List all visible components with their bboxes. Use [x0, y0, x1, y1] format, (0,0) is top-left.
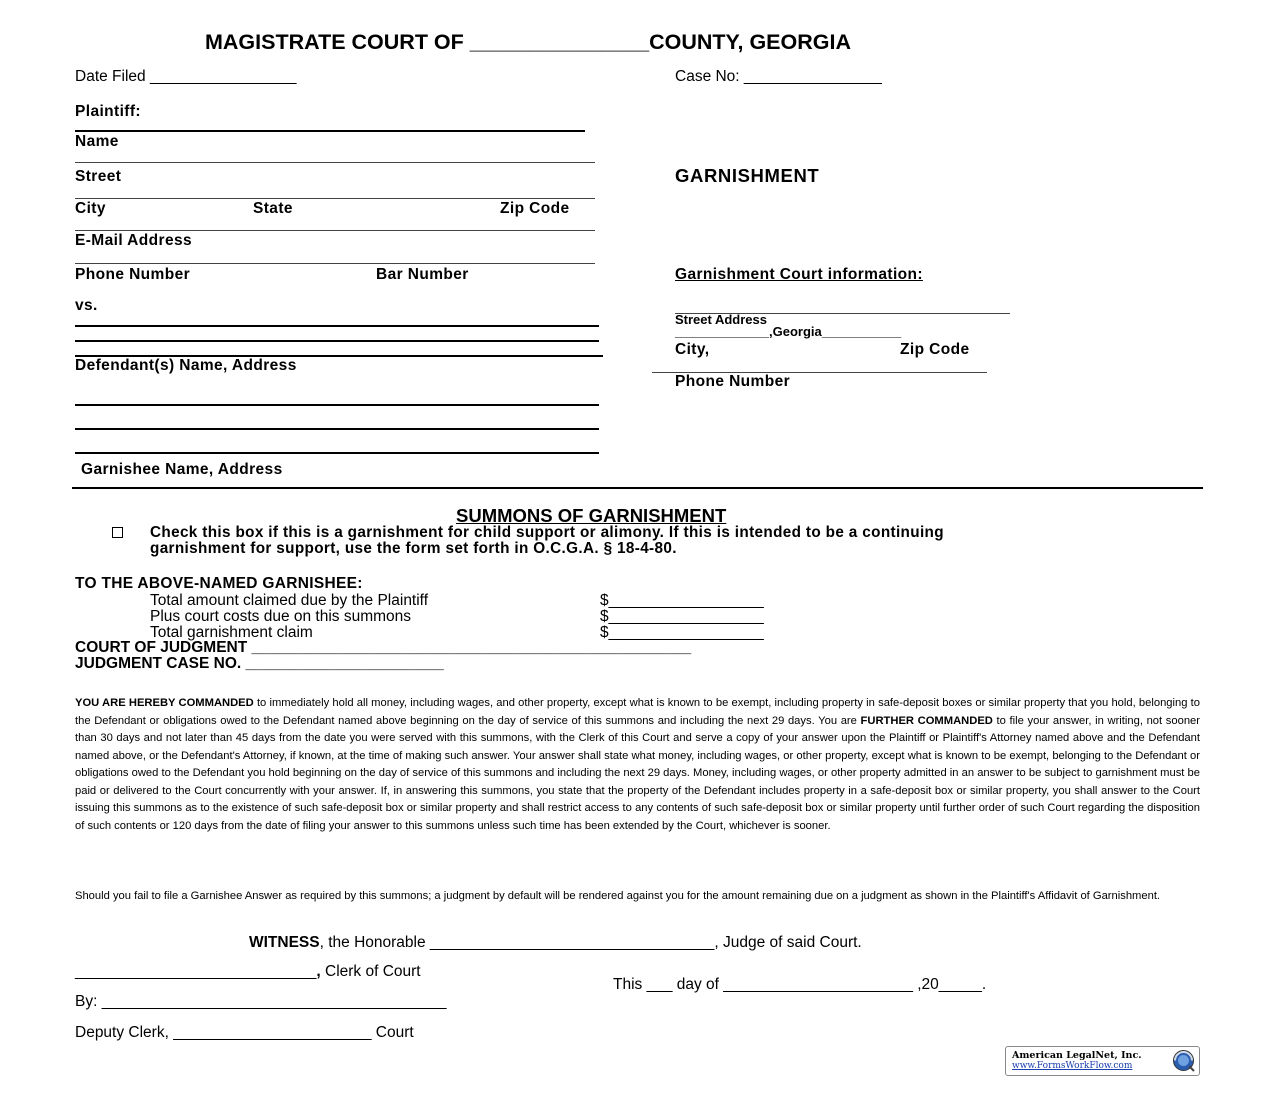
- case-number-field[interactable]: Case No: ________________: [675, 68, 882, 85]
- defendant-line-2[interactable]: [75, 340, 599, 342]
- page-title: MAGISTRATE COURT OF _______________COUNTY, GEORGIA: [205, 30, 851, 54]
- default-judgment-paragraph: Should you fail to file a Garnishee Answer as required by this summons; a judgment by default will be rendered against you for the amount remaining due on a judgment as shown in the Plaintiff's Affidavit of Garnishment.: [75, 890, 1161, 902]
- plaintiff-street-line[interactable]: [75, 162, 595, 163]
- plaintiff-city-label: City: [75, 200, 106, 217]
- plaintiff-state-label: State: [253, 200, 293, 217]
- deputy-clerk-line[interactable]: Deputy Clerk, _______________________ Court: [75, 1024, 414, 1041]
- clerk-title: Clerk of Court: [320, 963, 421, 980]
- garnishee-line-3[interactable]: [75, 452, 599, 454]
- summons-title: SUMMONS OF GARNISHMENT: [456, 505, 727, 526]
- court-phone-label: Phone Number: [675, 373, 791, 390]
- court-costs-field[interactable]: $__________________: [600, 608, 764, 625]
- globe-icon: [1171, 1048, 1196, 1073]
- total-claim-field[interactable]: $__________________: [600, 624, 764, 641]
- command-text-1: to immediately hold all money, including wages, and other property, except what is known to be exempt, including property in safe-deposit boxes or similar property that you hold, belonging to the Defendant or obligations owed to the Defendant named above beginning on the day of service of this summons and including the next 29 days. You are: [75, 697, 1200, 727]
- witness-bold: WITNESS: [249, 934, 320, 951]
- child-support-checkbox[interactable]: [112, 527, 123, 538]
- garnishee-section-heading: TO THE ABOVE-NAMED GARNISHEE:: [75, 575, 363, 592]
- garnishee-line-1[interactable]: [75, 404, 599, 406]
- garnishee-line-2[interactable]: [75, 428, 599, 430]
- plaintiff-email-label: E-Mail Address: [75, 232, 192, 249]
- amount-claimed-field[interactable]: $__________________: [600, 592, 764, 609]
- amount-claimed-label: Total amount claimed due by the Plaintiff: [150, 592, 429, 609]
- date-filed-field[interactable]: Date Filed _________________: [75, 68, 297, 85]
- by-line[interactable]: By: ________________________________________: [75, 993, 447, 1010]
- court-zip-label: Zip Code: [900, 341, 970, 358]
- judgment-case-number-field[interactable]: JUDGMENT CASE NO. _______________________: [75, 655, 444, 672]
- defendant-label: Defendant(s) Name, Address: [75, 357, 297, 374]
- court-info-heading: Garnishment Court information:: [675, 266, 923, 283]
- witness-line[interactable]: [249, 934, 862, 952]
- clerk-comma: ,: [316, 963, 321, 980]
- witness-text: , the Honorable _________________________________, Judge of said Court.: [319, 934, 862, 951]
- clerk-signature-blank: ____________________________: [75, 963, 317, 980]
- defendant-line-1[interactable]: [75, 325, 599, 327]
- command-bold-2: FURTHER COMMANDED: [860, 714, 993, 727]
- garnishee-label: Garnishee Name, Address: [81, 461, 283, 478]
- versus-label: vs.: [75, 297, 98, 314]
- garnishment-heading: GARNISHMENT: [675, 165, 820, 186]
- plaintiff-email-line[interactable]: [75, 230, 595, 231]
- plaintiff-phone-label: Phone Number: [75, 266, 191, 283]
- date-line[interactable]: This ___ day of ______________________ ,20_____.: [613, 976, 987, 993]
- plaintiff-city-line[interactable]: [75, 198, 595, 199]
- command-paragraph: [75, 695, 1200, 835]
- command-bold-1: YOU ARE HEREBY COMMANDED: [75, 697, 254, 709]
- plaintiff-heading: Plaintiff:: [75, 103, 141, 120]
- plaintiff-street-label: Street: [75, 168, 122, 185]
- total-claim-label: Total garnishment claim: [150, 624, 313, 641]
- command-text-2: to file your answer, in writing, not sooner than 30 days and not later than 45 days from the date you were served with this summons, with the Clerk of this Court and serve a copy of your answer upon the Plaintiff or Plaintiff's Attorney named above and the Defendant named above, or the Defendant's Attorney, if known, at the time of making such answer. Your answer shall state what money, including wages, or other property, except what is known to be exempt, belonging to the Defendant or obligations owed to the Defendant you hold beginning on the day of service of this summons and including the next 29 days. Money, including wages, or other property admitted in an answer to be subject to garnishment must be paid or delivered to the Court concurrently with your answer. If, in answering this summons, you state that the property of the Defendant includes property in a safe-deposit box or similar property, you shall answer to the Court issuing this summons as to the existence of such safe-deposit box or similar property and shall restrict access to any contents of such safe-deposit box or similar property until further order of such Court regarding the disposition of such contents or 120 days from the date of filing your answer to this summons unless such time has been extended by the Court, whichever is sooner.: [75, 714, 1201, 832]
- court-city-georgia-line[interactable]: _____________,Georgia___________: [675, 324, 902, 339]
- clerk-line[interactable]: [75, 963, 421, 981]
- court-of-judgment-field[interactable]: COURT OF JUDGMENT ___________________________________________________: [75, 639, 692, 656]
- logo-company-name: American LegalNet, Inc.: [1012, 1050, 1142, 1061]
- plaintiff-zip-label: Zip Code: [500, 200, 570, 217]
- plaintiff-phone-line[interactable]: [75, 263, 595, 264]
- court-street-label: Street Address: [675, 312, 767, 327]
- court-city-label: City,: [675, 341, 710, 358]
- checkbox-text-line-1: Check this box if this is a garnishment for child support or alimony. If this is intended to be a continuing: [150, 524, 944, 541]
- court-costs-label: Plus court costs due on this summons: [150, 608, 412, 625]
- checkbox-text-line-2: garnishment for support, use the form set forth in O.C.G.A. § 18-4-80.: [150, 540, 677, 557]
- plaintiff-name-line[interactable]: [75, 130, 585, 132]
- logo-url-link[interactable]: www.FormsWorkFlow.com: [1012, 1061, 1133, 1071]
- plaintiff-name-label: Name: [75, 133, 119, 150]
- section-divider: [72, 487, 1203, 489]
- plaintiff-bar-label: Bar Number: [376, 266, 469, 283]
- american-legalnet-logo[interactable]: [1005, 1046, 1200, 1076]
